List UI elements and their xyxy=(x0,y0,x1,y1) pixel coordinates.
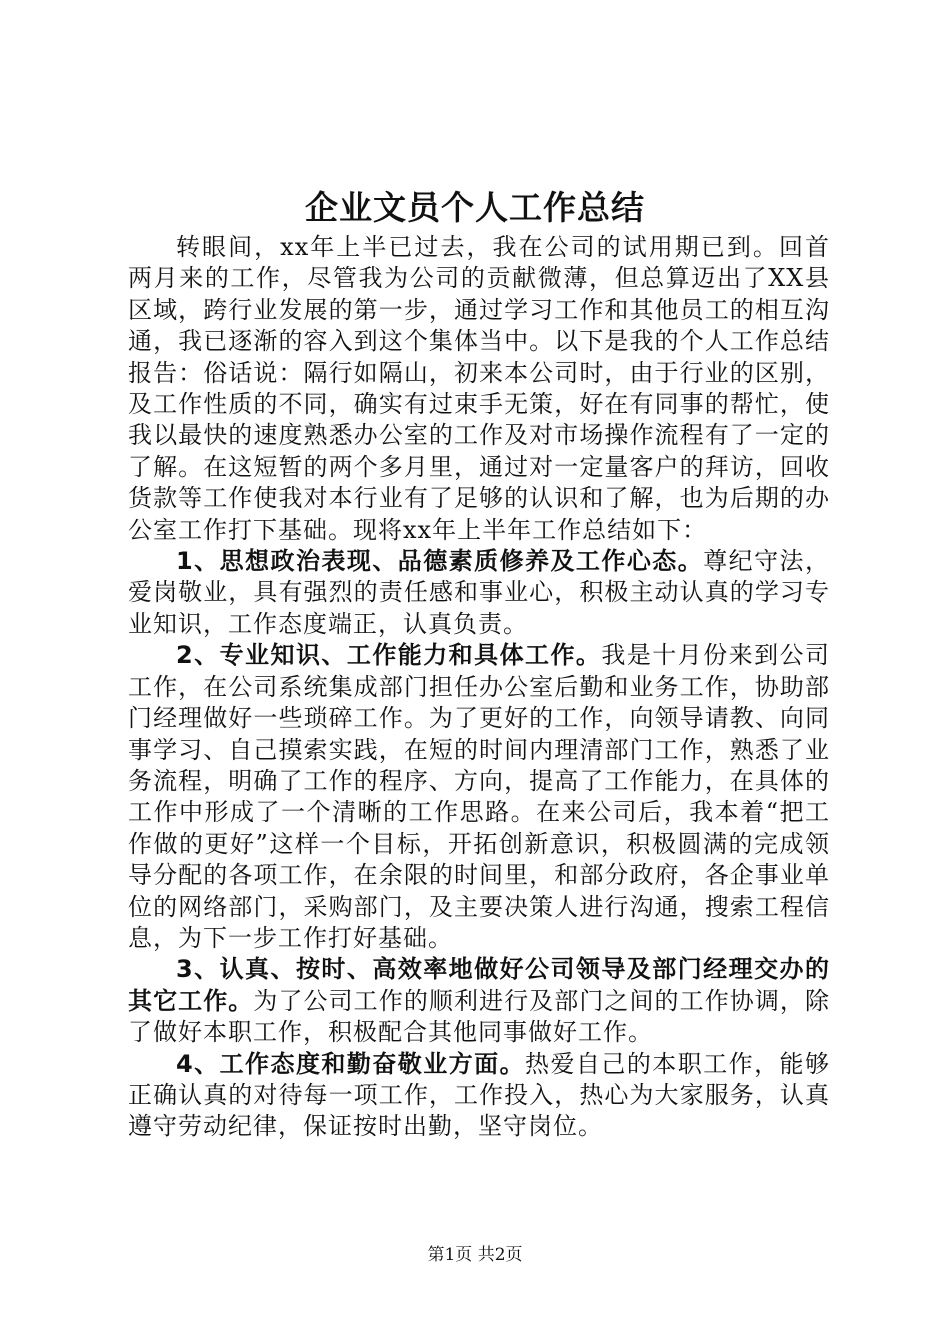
intro-paragraph: 转眼间，xx年上半已过去，我在公司的试用期已到。回首两月来的工作，尽管我为公司的贡献微薄，但总算迈出了XX县区域，跨行业发展的第一步，通过学习工作和其他员工的相互沟通，我已逐渐的容入到这个集体当中。以下是我的个人工作总结报告：俗话说：隔行如隔山，初来本公司时，由于行业的区别，及工作性质的不同，确实有过束手无策，好在有同事的帮忙，使我以最快的速度熟悉办公室的工作及对市场操作流程有了一定的了解。在这短暂的两个多月里，通过对一定量客户的拜访，回收货款等工作使我对本行业有了足够的认识和了解，也为后期的办公室工作打下基础。现将xx年上半年工作总结如下： xyxy=(128,233,830,544)
section-text-1: 尊纪守法，爱岗敬业，具有强烈的责任感和事业心，积极主动认真的学习专业知识，工作态度端正，认真负责。 xyxy=(128,547,830,638)
document-body xyxy=(128,232,830,1143)
section-paragraph-3 xyxy=(128,954,830,1048)
page-footer: 第1页 共2页 xyxy=(427,1245,523,1265)
section-paragraph-1 xyxy=(128,546,830,640)
section-text-4: 热爱自己的本职工作，能够正确认真的对待每一项工作，工作投入，热心为大家服务，认真遵守劳动纪律，保证按时出勤，坚守岗位。 xyxy=(128,1049,831,1141)
section-heading-1: 1、思想政治表现、品德素质修养及工作心态。 xyxy=(176,547,704,576)
section-paragraph-2 xyxy=(128,640,830,954)
section-paragraph-4 xyxy=(128,1049,830,1143)
section-text-2: 我是十月份来到公司工作，在公司系统集成部门担任办公室后勤和业务工作，协助部门经理做好一些琐碎工作。为了更好的工作，向领导请教、向同事学习、自己摸索实践，在短的时间内理清部门工作，熟悉了业务流程，明确了工作的程序、方向，提高了工作能力，在具体的工作中形成了一个清晰的工作思路。在来公司后，我本着“把工作做的更好”这样一个目标，开拓创新意识，积极圆满的完成领导分配的各项工作，在余限的时间里，和部分政府，各企事业单位的网络部门，采购部门，及主要决策人进行沟通，搜索工程信息，为下一步工作打好基础。 xyxy=(128,641,831,952)
section-heading-2: 2、专业知识、工作能力和具体工作。 xyxy=(176,641,602,670)
section-heading-3: 3、认真、按时、高效率地做好公司领导及部门经理交办的其它工作。 xyxy=(128,955,830,1015)
section-heading-4: 4、工作态度和勤奋敬业方面。 xyxy=(176,1049,526,1078)
document-title: 企业文员个人工作总结 xyxy=(305,188,645,227)
section-text-3: 为了公司工作的顺利进行及部门之间的工作协调，除了做好本职工作，积极配合其他同事做好工作。 xyxy=(128,986,831,1047)
